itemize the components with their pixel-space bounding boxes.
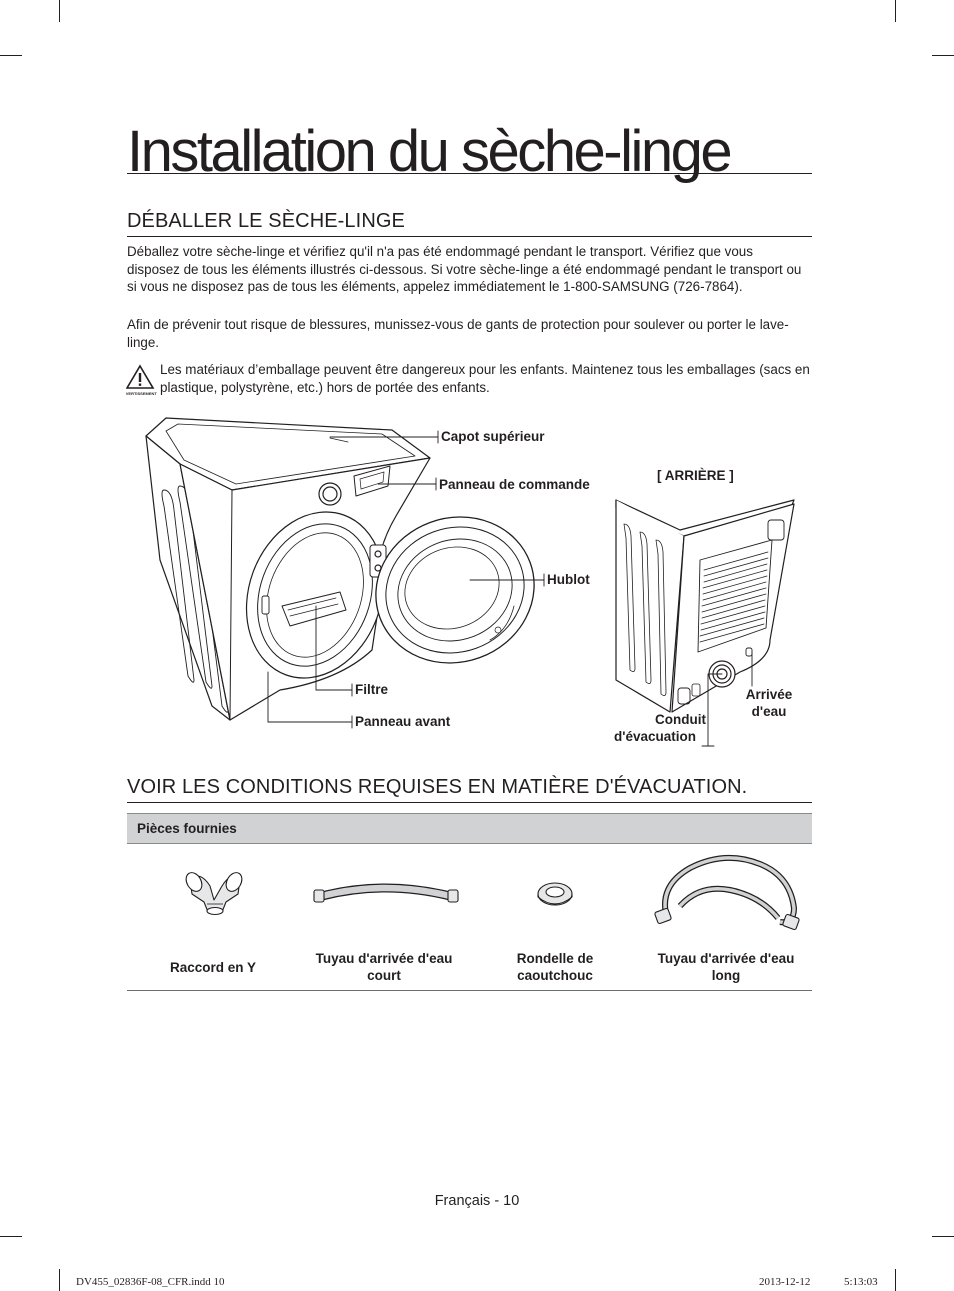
part-label-tuyau-long [641,950,811,984]
slug-time: 5:13:03 [844,1276,878,1288]
label-conduit-line2: d'évacuation [614,729,696,744]
parts-table-header-label: Pièces fournies [137,821,237,836]
short-hose-icon [314,888,458,902]
part-label-line1: Rondelle de [516,951,594,966]
warning-text: Les matériaux d’emballage peuvent être dangereux pour les enfants. Maintenez tous les emballages (sacs en plastique, polystyrène, etc.) hors de portée des enfants. [160,362,810,395]
part-label-line1: Tuyau d'arrivée d'eau [315,951,453,966]
warning-label: AVERTISSEMENT [126,391,157,396]
page-number: Français - 10 [434,1193,520,1209]
parts-table-bottom-rule [127,990,812,991]
part-label-tuyau-court [299,950,469,984]
part-label-raccord-y [128,959,298,976]
label-arrivee-line1: Arrivée [745,687,793,702]
label-conduit-line1: Conduit [655,712,706,727]
part-label-rondelle [470,950,640,984]
slug-date: 2013-12-12 [759,1276,811,1288]
label-filtre: Filtre [355,682,389,697]
safety-paragraph: Afin de prévenir tout risque de blessures, munissez-vous de gants de protection pour soulever ou porter le lave-linge. [127,317,789,350]
y-connector-icon [183,870,245,915]
section-heading-evacuation: VOIR LES CONDITIONS REQUISES EN MATIÈRE D'ÉVACUATION. [127,776,812,803]
intro-paragraph: Déballez votre sèche-linge et vérifiez qu'il n'a pas été endommagé pendant le transport. Vérifiez que vous disposez de tous les éléments illustrés ci-dessous. Si votre sèche-linge a été endommagé pendant le transport ou si vous ne disposez pas de tous les éléments, appelez immédiatement le 1-800-SAMSUNG (726-7864). [127,244,802,294]
label-panneau-commande: Panneau de commande [439,477,590,492]
label-hublot: Hublot [547,572,590,587]
slug-filename: DV455_02836F-08_CFR.indd 10 [76,1276,225,1288]
rubber-washer-icon [538,883,572,905]
long-hose-icon [654,858,799,930]
label-panneau-avant: Panneau avant [355,714,451,729]
section-heading-unpack: DÉBALLER LE SÈCHE-LINGE [127,210,812,237]
part-label-line2: long [711,968,741,983]
label-arriere: [ ARRIÈRE ] [657,468,734,483]
part-label-line2: court [367,968,401,983]
page-title: Installation du sèche-linge [127,122,812,174]
part-label-line1: Raccord en Y [169,960,257,975]
label-arrivee-line2: d'eau [751,704,787,719]
label-capot: Capot supérieur [441,429,545,444]
part-label-line1: Tuyau d'arrivée d'eau [657,951,795,966]
part-label-line2: caoutchouc [517,968,593,983]
